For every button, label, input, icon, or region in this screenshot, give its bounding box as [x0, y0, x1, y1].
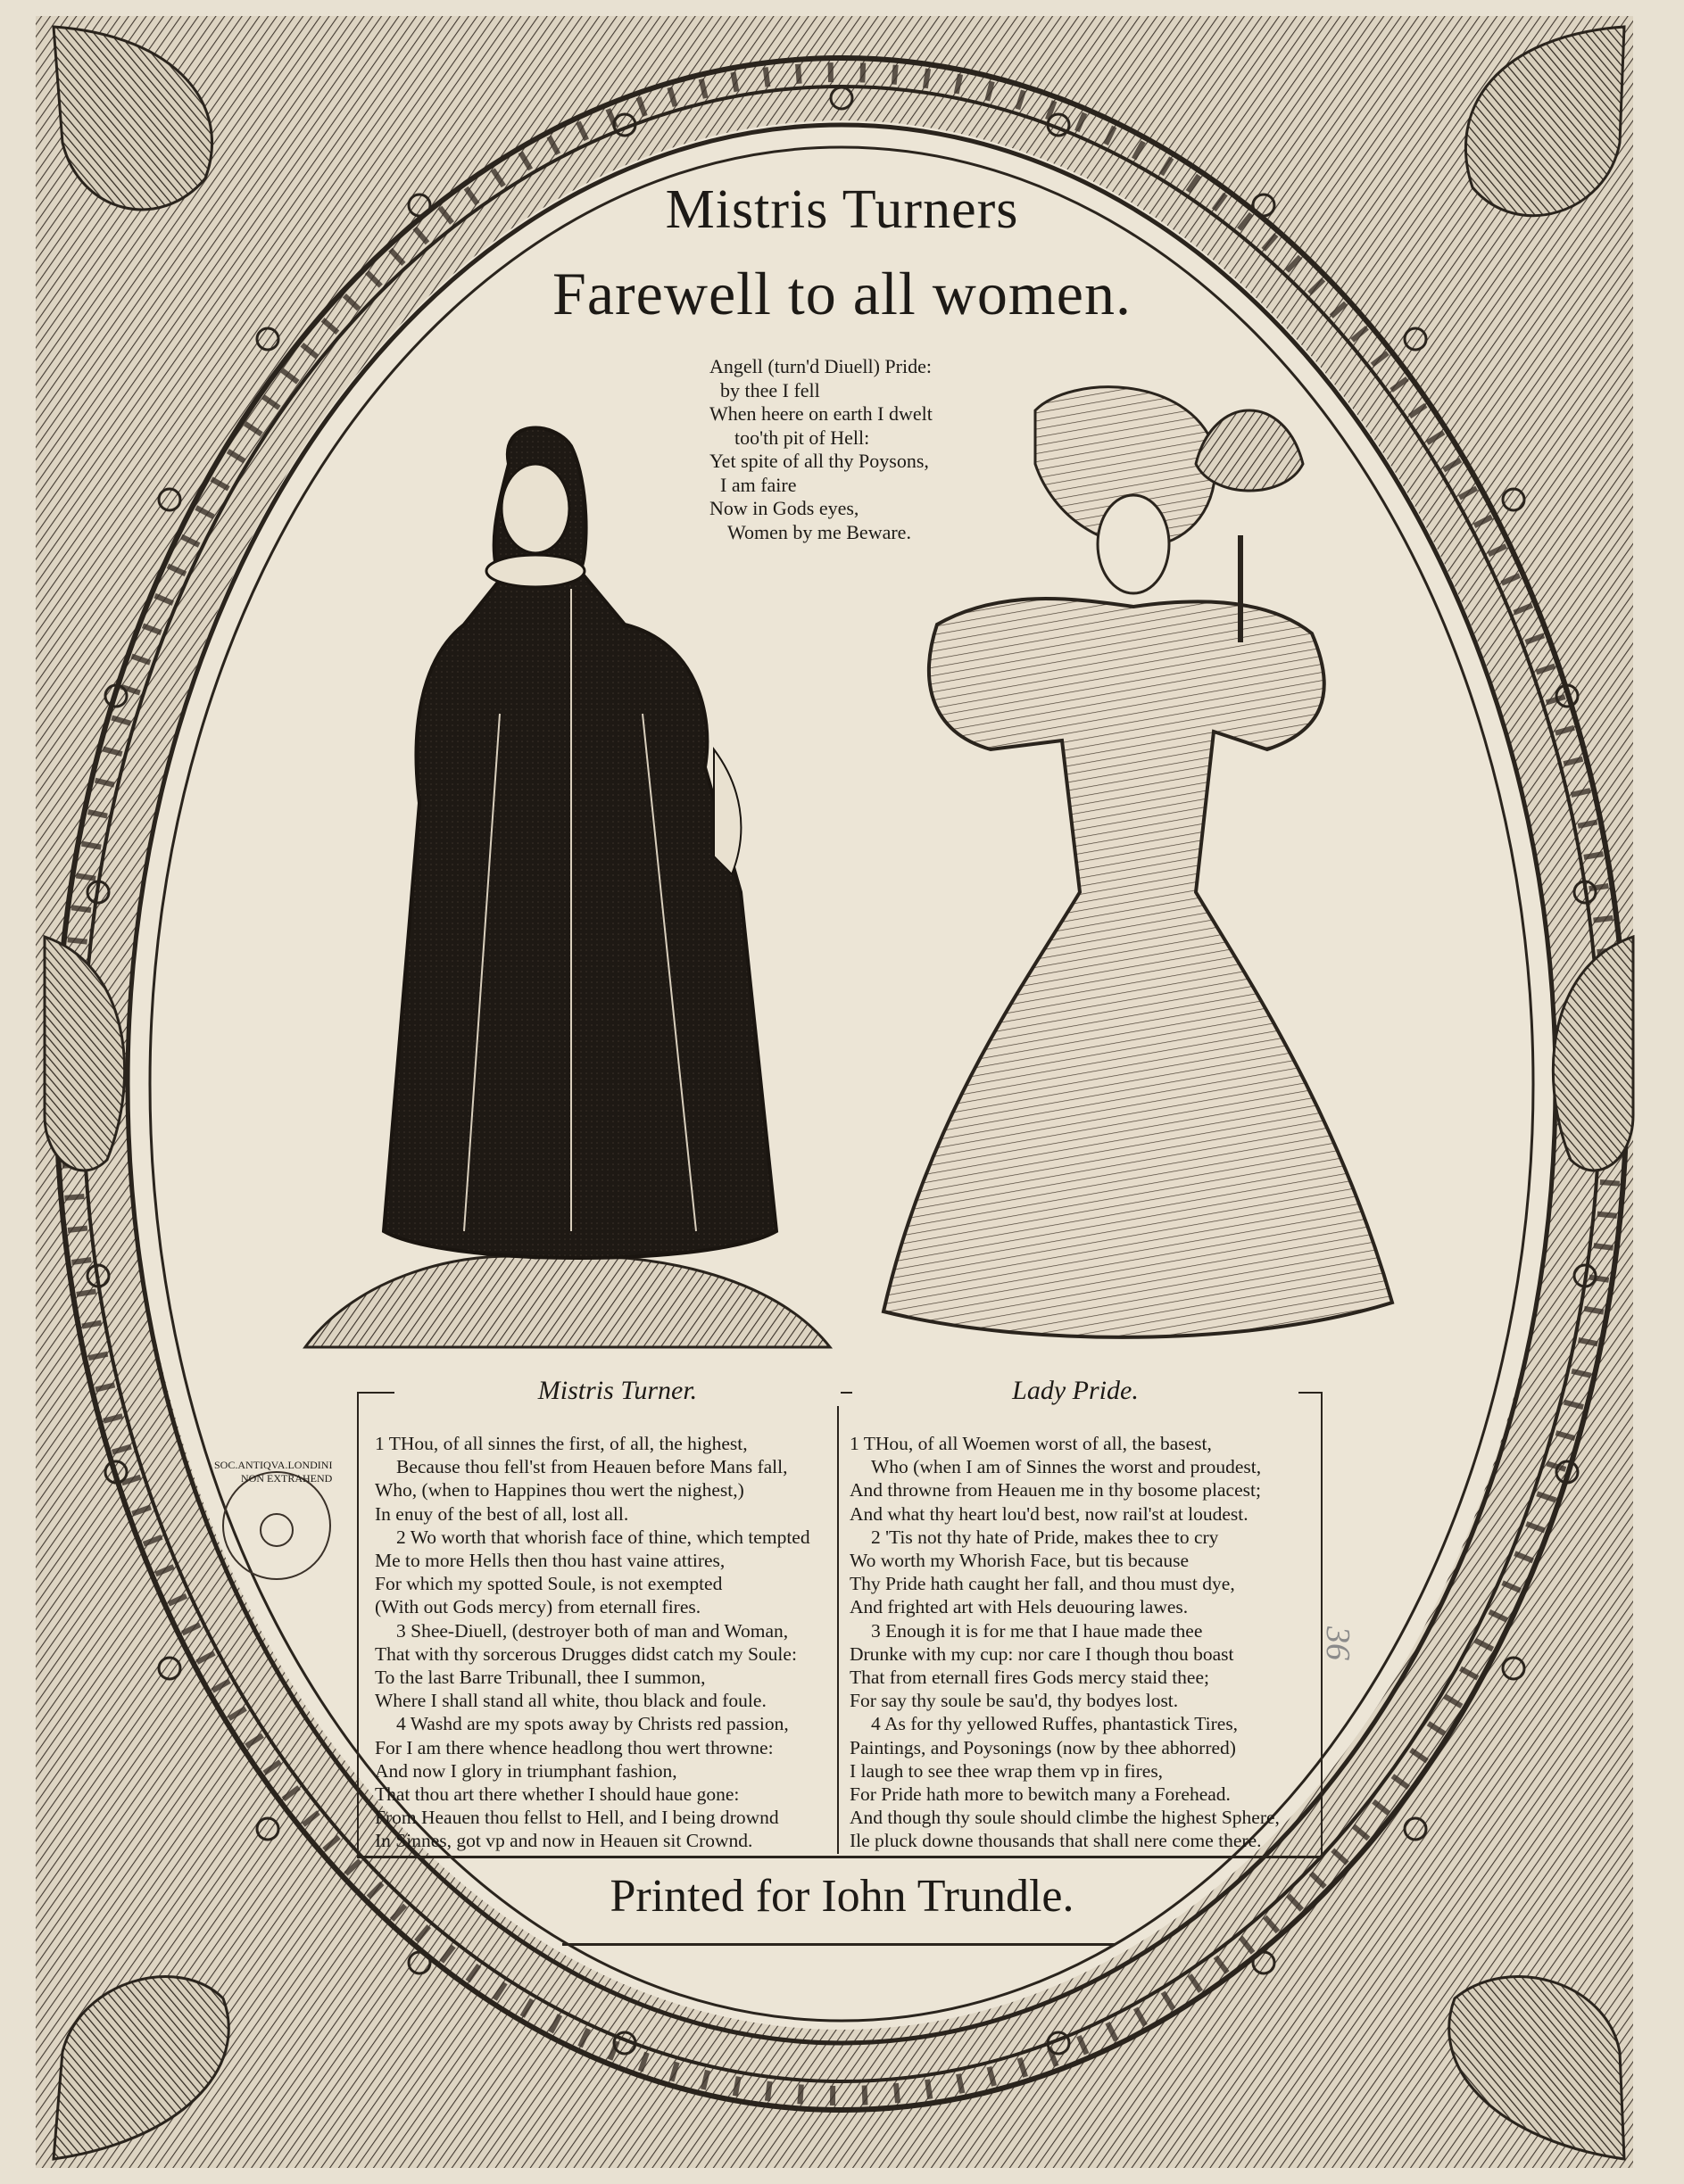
verse-line: And what thy heart lou'd best, now rail'st at loudest. [850, 1502, 1248, 1525]
verse-line: 1 THou, of all Woemen worst of all, the basest, [850, 1433, 1212, 1454]
verse-line: 2 Wo worth that whorish face of thine, which tempted [396, 1526, 810, 1548]
shelfmark: 36 [1319, 1626, 1356, 1660]
verse-line: 3 Enough it is for me that I haue made thee [871, 1619, 1203, 1642]
verse-line: For which my spotted Soule, is not exempted [375, 1573, 723, 1595]
verse-line: (With out Gods mercy) from eternall fires. [375, 1596, 701, 1618]
epigram-line: Now in Gods eyes, [709, 497, 859, 519]
caption-mistris-turner: Mistris Turner. [394, 1376, 841, 1406]
verse-line: Drunke with my cup: nor care I though thou boast [850, 1642, 1234, 1665]
verse-line: For Pride hath more to bewitch many a Forehead. [850, 1783, 1231, 1806]
verse-line: Paintings, and Poysonings (now by thee abhorred) [850, 1736, 1236, 1758]
caption-lady-pride: Lady Pride. [852, 1376, 1298, 1406]
verse-line: 3 Shee-Diuell, (destroyer both of man and Woman, [396, 1619, 789, 1642]
verse-line: To the last Barre Tribunall, thee I summon, [375, 1667, 706, 1689]
verse-line: Who (when I am of Sinnes the worst and proudest, [871, 1456, 1262, 1478]
title-line-2: Farewell to all women. [552, 260, 1132, 327]
verse-line: And throwne from Heauen me in thy bosome placest; [850, 1479, 1261, 1502]
epigram-line: by thee I fell [720, 378, 820, 401]
epigram-line: Yet spite of all thy Poysons, [709, 450, 929, 472]
stamp-subline: NON EXTRAHEND [241, 1472, 333, 1485]
verses-left-column [375, 1432, 848, 1853]
verse-line: Thy Pride hath caught her fall, and thou must dye, [850, 1573, 1235, 1595]
verse-line: Where I shall stand all white, thou black and foule. [375, 1690, 767, 1712]
epigram-line: Angell (turn'd Diuell) Pride: [709, 355, 932, 377]
verse-line: From Heauen thou fellst to Hell, and I being drownd [375, 1807, 779, 1829]
verse-line: For I am there whence headlong thou wert throwne: [375, 1736, 774, 1758]
verse-line: In enuy of the best of all, lost all. [375, 1502, 629, 1525]
verse-line: Who, (when to Happines thou wert the nighest,) [375, 1479, 744, 1502]
epigram [709, 355, 1031, 544]
imprint: Printed for Iohn Trundle. [610, 1871, 1074, 1922]
verse-line: 4 Washd are my spots away by Christs red passion, [396, 1713, 789, 1735]
verse-line: That from eternall fires Gods mercy staid thee; [850, 1667, 1209, 1689]
verse-line: 1 THou, of all sinnes the first, of all, the highest, [375, 1433, 748, 1454]
epigram-line: I am faire [720, 473, 797, 496]
verse-line: Because thou fell'st from Heauen before Mans fall, [396, 1456, 788, 1478]
verse-line: That thou art there whether I should haue gone: [375, 1783, 740, 1806]
verse-line: And frighted art with Hels deuouring lawes. [850, 1596, 1189, 1618]
epigram-line: When heere on earth I dwelt [709, 402, 933, 425]
stamp-text [214, 1459, 357, 1485]
epigram-line: too'th pit of Hell: [734, 426, 870, 449]
title-line-1: Mistris Turners [665, 179, 1019, 240]
epigram-line: Women by me Beware. [727, 520, 911, 543]
verse-line: Ile pluck downe thousands that shall nere come there. [850, 1830, 1262, 1852]
verse-line: 4 As for thy yellowed Ruffes, phantastick Tires, [871, 1713, 1239, 1735]
verse-line: And though thy soule should climbe the highest Sphere, [850, 1807, 1280, 1829]
stamp-line: SOC.ANTIQVA.LONDINI [214, 1459, 333, 1471]
imprint-rule [562, 1943, 1116, 1946]
verse-line: 2 'Tis not thy hate of Pride, makes thee to cry [871, 1526, 1219, 1548]
verse-line: Wo worth my Whorish Face, but tis because [850, 1550, 1190, 1572]
verses-right-column [850, 1432, 1323, 1853]
verse-line: And now I glory in triumphant fashion, [375, 1759, 677, 1782]
verse-line: For say thy soule be sau'd, thy bodyes lost. [850, 1690, 1179, 1712]
verse-line: I laugh to see thee wrap them vp in fires, [850, 1759, 1164, 1782]
verse-line: In Sinnes, got vp and now in Heauen sit Crownd. [375, 1830, 753, 1852]
verse-line: That with thy sorcerous Drugges didst catch my Soule: [375, 1642, 797, 1665]
verse-line: Me to more Hells then thou hast vaine attires, [375, 1550, 726, 1572]
